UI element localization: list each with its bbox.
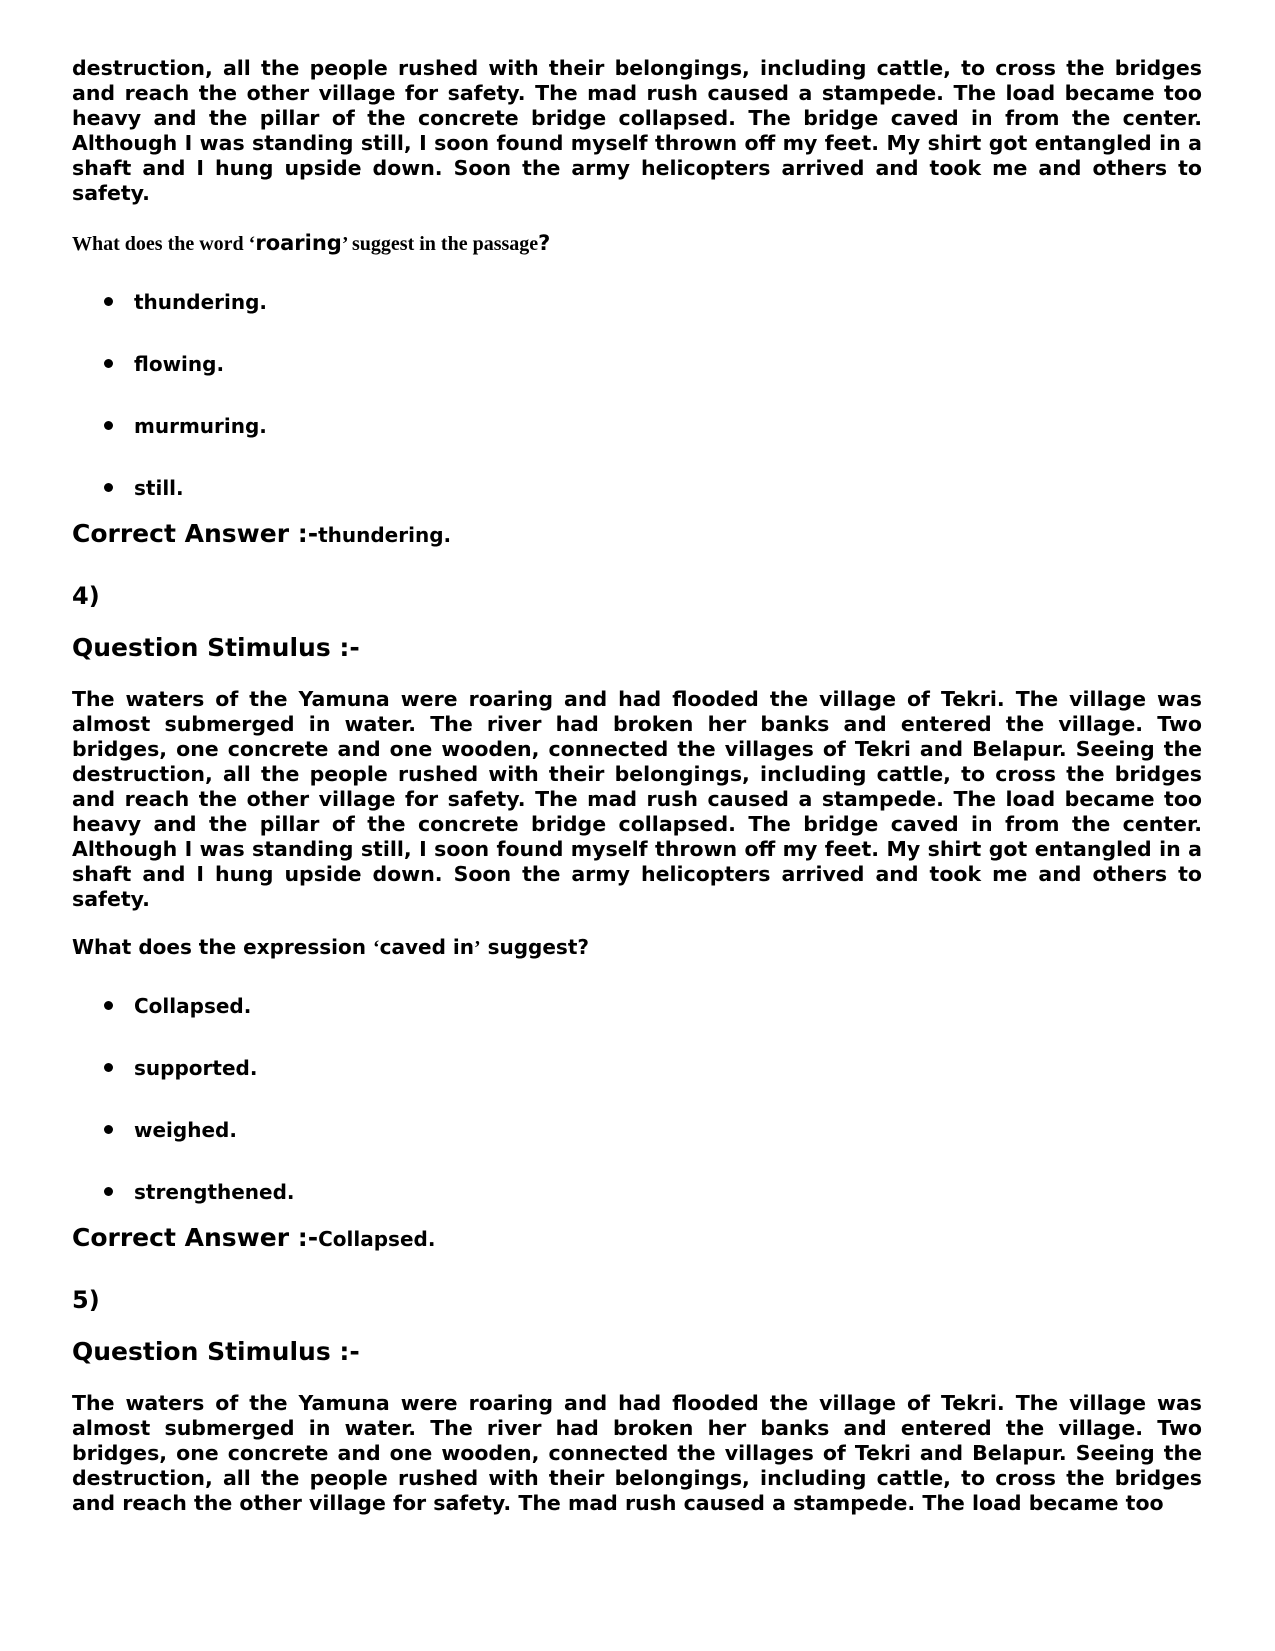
question-text (72, 934, 1202, 961)
question-mark: ? (538, 231, 551, 255)
bullet-icon (104, 297, 113, 306)
bullet-icon (104, 421, 113, 430)
answer-label: Correct Answer :- (72, 519, 319, 548)
option-item (104, 289, 1202, 351)
bullet-icon (104, 1063, 113, 1072)
option-label: thundering. (134, 290, 268, 314)
answer-label: Correct Answer :- (72, 1223, 319, 1252)
options-list (72, 993, 1202, 1219)
bullet-icon (104, 359, 113, 368)
option-label: flowing. (134, 352, 225, 376)
passage-text: The waters of the Yamuna were roaring and had flooded the village of Tekri. The village was almost submerged in water. The river had broken her banks and entered the village. Two bridges, one concrete and one wooden, connected the villages of Tekri and Belapur. Seeing the destruction, all the people rushed with their belongings, including cattle, to cross the bridges and reach the other village for safety. The mad rush caused a stampede. The load became too heavy and the pillar of the concrete bridge collapsed. The bridge caved in from the center. Although I was standing still, I soon found myself thrown off my feet. My shirt got entangled in a shaft and I hung upside down. Soon the army helicopters arrived and took me and others to safety. (72, 687, 1202, 911)
question-prefix: What does the word (72, 233, 249, 255)
bullet-icon (104, 1125, 113, 1134)
option-item (104, 1117, 1202, 1179)
document-page (72, 56, 1202, 1516)
question-open-quote: ‘ (372, 937, 380, 959)
question-suffix: ’ suggest in the passage (341, 233, 539, 255)
question-stimulus-label: Question Stimulus :- (72, 633, 360, 662)
question-stimulus-label: Question Stimulus :- (72, 1337, 360, 1366)
option-item (104, 1055, 1202, 1117)
question-suffix: suggest? (480, 935, 589, 959)
question-text (72, 230, 1202, 257)
question-number: 4) (72, 582, 100, 610)
option-item (104, 1179, 1202, 1219)
option-item (104, 413, 1202, 475)
correct-answer (72, 519, 1202, 552)
question-number: 5) (72, 1286, 100, 1314)
option-item (104, 351, 1202, 413)
option-label: strengthened. (134, 1180, 295, 1204)
question-close-quote: ’ (473, 937, 481, 959)
passage-text: The waters of the Yamuna were roaring and had flooded the village of Tekri. The village was almost submerged in water. The river had broken her banks and entered the village. Two bridges, one concrete and one wooden, connected the villages of Tekri and Belapur. Seeing the destruction, all the people rushed with their belongings, including cattle, to cross the bridges and reach the other village for safety. The mad rush caused a stampede. The load became too (72, 1391, 1202, 1515)
question-open-quote: ‘ (248, 233, 256, 255)
correct-answer (72, 1223, 1202, 1256)
options-list (72, 289, 1202, 515)
option-item (104, 475, 1202, 515)
answer-value: thundering. (318, 523, 452, 547)
option-label: murmuring. (134, 414, 267, 438)
option-label: weighed. (134, 1118, 237, 1142)
answer-value: Collapsed. (318, 1227, 436, 1251)
passage-text: destruction, all the people rushed with their belongings, including cattle, to cross the bridges and reach the other village for safety. The mad rush caused a stampede. The load became too heavy and the pillar of the concrete bridge collapsed. The bridge caved in from the center. Although I was standing still, I soon found myself thrown off my feet. My shirt got entangled in a shaft and I hung upside down. Soon the army helicopters arrived and took me and others to safety. (72, 56, 1202, 205)
bullet-icon (104, 483, 113, 492)
option-label: still. (134, 476, 184, 500)
question-prefix: What does the expression (72, 935, 373, 959)
question-keyword: caved in (379, 935, 474, 959)
bullet-icon (104, 1187, 113, 1196)
option-label: Collapsed. (134, 994, 252, 1018)
option-item (104, 993, 1202, 1055)
question-keyword: roaring (255, 231, 342, 255)
bullet-icon (104, 1001, 113, 1010)
option-label: supported. (134, 1056, 258, 1080)
